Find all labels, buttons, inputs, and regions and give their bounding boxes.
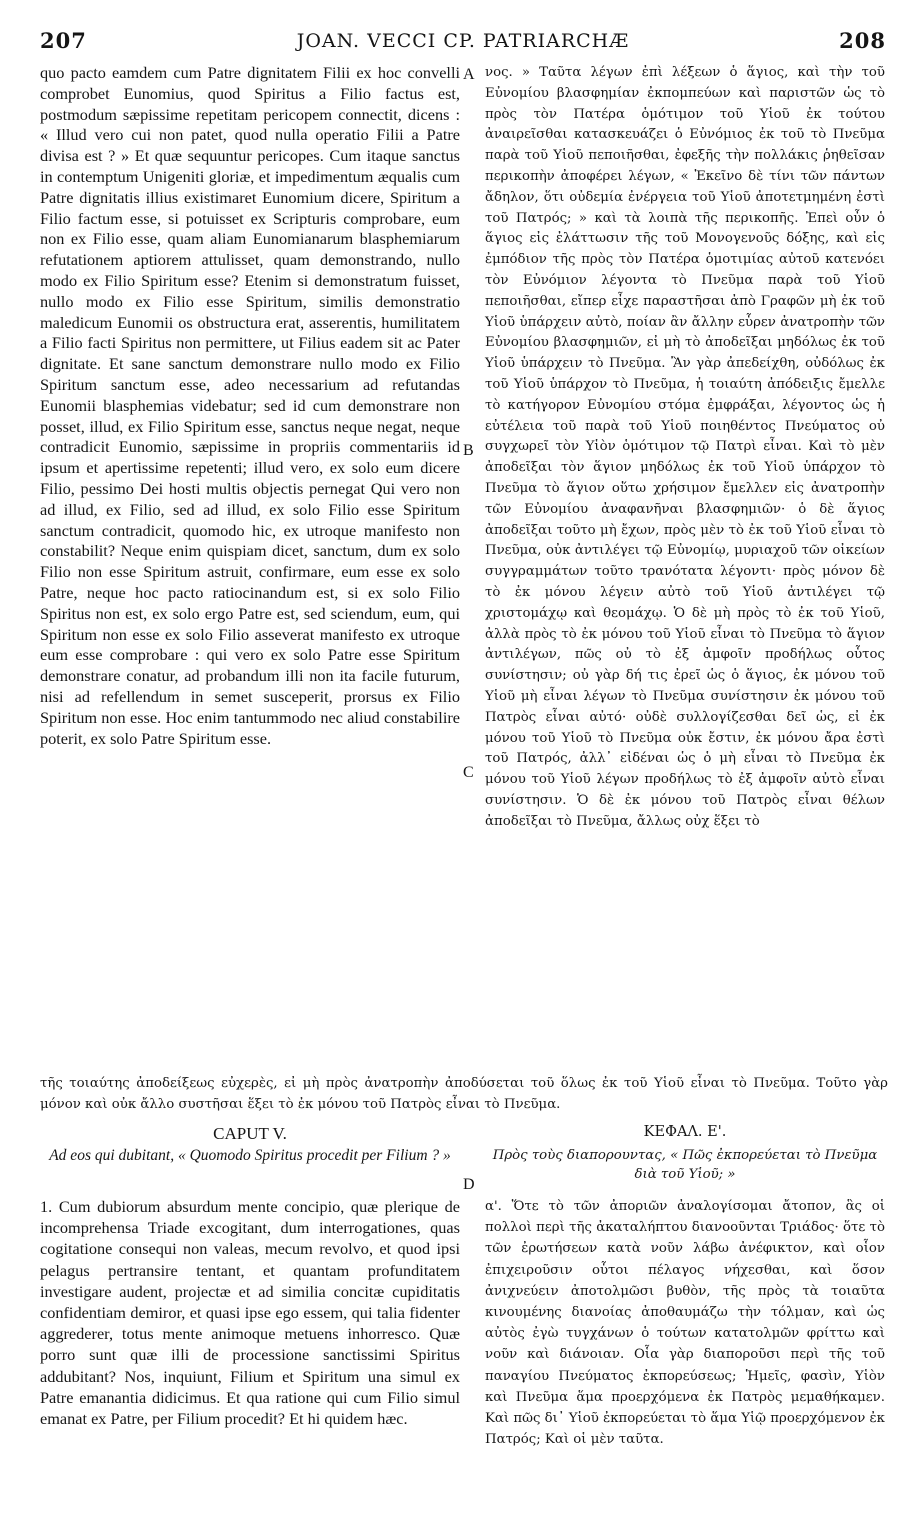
latin-column-bottom	[40, 1196, 460, 1429]
greek-column-bottom	[485, 1196, 885, 1450]
margin-letter-d: D	[463, 1176, 475, 1193]
latin-paragraph: quo pacto eamdem cum Patre dignitatem Filii ex hoc convelli comprobet Eunomius, quod Spiritus a Filio factus est, postmodum sæpissime repetitam pericopem connectit, dicens : « Illud vero cui non patet, quod nulla operatio Filii a Patre divisa est ? » Et quæ sequuntur pericopes. Cum itaque sanctus in contemptum Unigeniti gloriæ, et impedimentum æqualis cum Patre dignitatis illius existimaret Eunomium dicere, Spiritum a Filio factum esse, si potuisset ex Scripturis comprobare, eum non ex Filio esse, quam aliam Eunomianarum blasphemiarum refutationem aptiorem attulisset, quam demonstrando, nullo modo ex Filio Spiritum esse? Etenim si demonstratum fuisset, nullo modo ex Filio esse Spiritum, similis demonstratio maledicum Eunomii os obstructura erat, asserentis, humilitatem a Filio facti Spiritus non permittere, ut Filius eadem sit ac Pater dignitate. Et sane sanctum demonstrare nullo modo ex Filio Spiritum sanctum esse, adeo necessarium ad refutandas Eunomii blasphemias videbatur; sed id cum demonstrare non posset, illud, ex Filio Spiritum esse, sanctus neque negat, neque contradicit Eunomio, sæpissime in propriis commentariis id ipsum et apertissime repetenti; illud vero, ex solo eum dicere Filio, pessimo Dei hosti multis objectis pernegat Qui vero non ad illud, ex Filio, sed ad illud, ex solo Filio esse Spiritum sanctum contradicit, quomodo hic, ex utroque manifesto non constabilit? Neque enim quispiam dicet, sanctum, dum ex solo Filio non esse Spiritum astruit, confirmare, eum esse ex solo Patre, neque hoc pacto ratiocinandum est, si ex solo Filio Spiritus non est, ex solo ergo Patre est, sed sciendum, eum, qui Spiritum non esse ex solo Filio asseverat manifesto ex utroque eum esse comprobare : qui vero ex solo Patre esse Spiritum demonstrare conatur, ad probandum illi non ita facile futurum, nisi ad refellendum in semet susceperit, prorsus ex Filio Spiritum non esse. Hoc enim tantummodo nec aliud constabilire poterit, ex solo Patre Spiritum esse.	[40, 63, 460, 748]
greek-paragraph: νος. » Ταῦτα λέγων ἐπὶ λέξεων ὁ ἅγιος, καὶ τὴν τοῦ Εὐνομίου βλασφημίαν ἐκπομπεύων καὶ παριστῶν ὡς τὸ πρὸς τὸν Πατέρα ὁμότιμον τοῦ Υἱοῦ ἐκ τούτου ἀναιρεῖσθαι κατασκευάζει ὁ Εὐνόμιος ἐκ τοῦ τὸ Πνεῦμα παρὰ τοῦ Υἱοῦ πεποιῆσθαι, ἐφεξῆς τὴν πολλάκις ῥηθεῖσαν περικοπὴν ἀποφέρει λέγων, « Ἐκεῖνο δὲ τίνι τῶν πάντων ἄδηλον, ὅτι οὐδεμία ἐνέργεια τοῦ Υἱοῦ ἀποτετμημένη ἐστὶ τοῦ Πατρός; » καὶ τὰ λοιπὰ τῆς περικοπῆς. Ἐπεὶ οὖν ὁ ἅγιος εἰς ἐλάττωσιν τῆς τοῦ Μονογενοῦς δόξης, καὶ εἰς ἐμπόδιον τῆς πρὸς τὸν Πατέρα ὁμοτιμίας αὐτοῦ κατενόει τὸν Εὐνόμιον λέγοντα τὸ Πνεῦμα παρὰ τοῦ Υἱοῦ πεποιῆσθαι, εἴπερ εἶχε παραστῆσαι ἀπὸ Γραφῶν μὴ ἐκ τοῦ Υἱοῦ ὑπάρχειν αὐτὸ, ποίαν ἂν ἄλλην εὗρεν ἀνατροπὴν τῶν Εὐνομίου βλασφημιῶν, εἰ μὴ τὸ ἀποδεῖξαι μηδόλως ἐκ τοῦ Υἱοῦ ὑπάρχειν τὸ Πνεῦμα. Ἂν γὰρ ἀπεδείχθη, οὐδόλως ἐκ τοῦ Υἱοῦ ὑπάρχον τὸ Πνεῦμα, ἡ τοιαύτη ἀπόδειξις ἔμελλε τὸ κατήγορον Εὐνομίου στόμα ἐμφράξαι, λέγοντος ὡς ἡ εὐτέλεια τοῦ παρὰ τοῦ Υἱοῦ ποιηθέντος Πνεύματος οὐ συγχωρεῖ τὸν Υἱὸν ὁμότιμον τῷ Πατρὶ εἶναι. Καὶ τὸ μὲν ἀποδεῖξαι τὸν ἅγιον μηδόλως ἐκ τοῦ Υἱοῦ ὑπάρχον τὸ Πνεῦμα τὸ ἅγιον οὕτω χρήσιμον ἔμελλεν εἰς ἀνατροπὴν τῶν Εὐνομίου ἀναφανῆναι βλασφημιῶν· ὁ δὲ ἅγιος ἀποδεῖξαι τοῦτο μὴ ἔχων, πρὸς μὲν τὸ ἐκ τοῦ Υἱοῦ εἶναι τὸ Πνεῦμα, οὐκ ἀντιλέγει τῷ Εὐνομίῳ, μυριαχοῦ τῶν οἰκείων συγγραμμάτων τοῦτο τρανότατα λέγοντι· πρὸς μόνον δὲ τὸ ἐκ μόνου λέγειν αὐτὸ τοῦ Υἱοῦ ἀντιλέγει τῷ χριστομάχῳ καὶ θεομάχῳ. Ὁ δὲ μὴ πρὸς τὸ ἐκ τοῦ Υἱοῦ, ἀλλὰ πρὸς τὸ ἐκ μόνου τοῦ Υἱοῦ εἶναι τὸ Πνεῦμα τὸ ἅγιον ἀντιλέγων, πῶς οὐ τὸ ἐξ ἀμφοῖν προδήλως οὗτος συνίστησιν; οὐ γὰρ δή τις ἐρεῖ ὡς ὁ ἅγιος, ἐκ μόνου τοῦ Υἱοῦ μὴ εἶναι λέγων τὸ Πνεῦμα συνίστησιν ἐκ μόνου τοῦ Πατρὸς εἶναι αὐτό· οὐδὲ συλλογίζεσθαι δεῖ ὡς, εἰ ἐκ μόνου τοῦ Υἱοῦ τὸ Πνεῦμα οὐκ ἔστιν, ἐκ μόνου ἄρα ἐστὶ τοῦ Πατρός, ἀλλ᾽ εἰδέναι ὡς ὁ μὴ εἶναι τὸ Πνεῦμα ἐκ μόνου τοῦ Υἱοῦ λέγων προδήλως τὸ ἐξ ἀμφοῖν αὐτὸ εἶναι συνίστησιν. Ὁ δὲ ἐκ μόνου τοῦ Πατρὸς εἶναι θέλων ἀποδεῖξαι τὸ Πνεῦμα, ἄλλως οὐχ ἕξει τὸ	[485, 65, 885, 829]
greek-column-top	[485, 63, 885, 832]
margin-letter-c: C	[463, 764, 474, 781]
latin-chapter-paragraph: 1. Cum dubiorum absurdum mente concipio, quæ plerique de incomprehensa Triade excogitant, dum interrogationes, quas cogitatione consequi non valeas, mecum revolvo, et quod ipsi pelagus pertransire tentant, et quantam profunditatem investigare audent, projectæ et ad similia concitæ cupiditatis confidentiam demiror, et quasi ipse ego essem, qui talia fidenter aggrederer, totus mente animoque metuens inhorresco. Quæ porro sunt quæ illi de processione sanctissimi Spiritus addubitant? Nos, inquiunt, Filium et Spiritum una simul ex Patre emanantia didicimus. Et qua ratione qui cum Filio simul emanat ex Patre, per Filium procedit? Et hi quidem hæc.	[40, 1197, 460, 1429]
page-header	[40, 28, 886, 58]
greek-chapter-paragraph: α'. Ὅτε τὸ τῶν ἀποριῶν ἀναλογίσομαι ἄτοπον, ἃς οἱ πολλοὶ περὶ τῆς ἀκαταλήπτου διανοοῦνται Τριάδος· ὅτε τὸ τῶν ἐρωτήσεων κατὰ νοῦν λάβω ἀνέφικτον, καὶ οἷον ἐπιχειροῦσιν οὗτοι πέλαγος νήχεσθαι, καὶ ὅσον ἀνιχνεύειν ἀποτολμῶσι βυθὸν, τῆς πρὸς τὰ τοιαῦτα κινουμένης διανοίας ἀποθαυμάζω τὴν τόλμαν, καὶ ὡς αὐτὸς ἐγὼ τυγχάνων ὁ τούτων κατατολμῶν φρίττω καὶ νοῦν καὶ διάνοιαν. Οἷα γὰρ διαποροῦσι περὶ τῆς τοῦ παναγίου Πνεύματος ἐκπορεύσεως; Ἡμεῖς, φασὶν, Υἱὸν καὶ Πνεῦμα ἅμα προερχόμενα ἐκ Πατρὸς μεμαθήκαμεν. Καὶ πῶς δι᾽ Υἱοῦ ἐκπορεύεται τὸ ἅμα Υἱῷ προερχόμενον ἐκ Πατρός; Καὶ οἱ μὲν ταῦτα.	[485, 1199, 885, 1448]
greek-chapter-heading: ΚΕΦΑΛ. Ε'.	[643, 1124, 727, 1140]
running-title: JOAN. VECCI CP. PATRIARCHÆ	[296, 30, 630, 52]
greek-full-width-continuation: τῆς τοιαύτης ἀποδείξεως εὐχερὲς, εἰ μὴ πρὸς ἀνατροπὴν ἀποδύσεται τοῦ ὅλως ἐκ τοῦ Υἱοῦ εἶναι τὸ Πνεῦμα. Τοῦτο γὰρ μόνον καὶ οὐκ ἄλλο συστῆσαι ἕξει τὸ ἐκ μόνου τοῦ Πατρὸς εἶναι τὸ Πνεῦμα.	[40, 1076, 888, 1112]
page-number-left: 207	[40, 28, 87, 53]
greek-chapter-subheading: Πρὸς τοὺς διαπορουντας, « Πῶς ἐκπορεύεται τὸ Πνεῦμα διὰ τοῦ Υἱοῦ; »	[492, 1148, 878, 1182]
page-number-right: 208	[839, 28, 886, 53]
latin-column-top	[40, 63, 460, 749]
latin-chapter-heading: CAPUT V.	[213, 1124, 287, 1143]
margin-letter-a: A	[463, 66, 475, 83]
margin-letter-b: B	[463, 442, 474, 459]
latin-chapter-subheading: Ad eos qui dubitant, « Quomodo Spiritus procedit per Filium ? »	[49, 1147, 451, 1164]
